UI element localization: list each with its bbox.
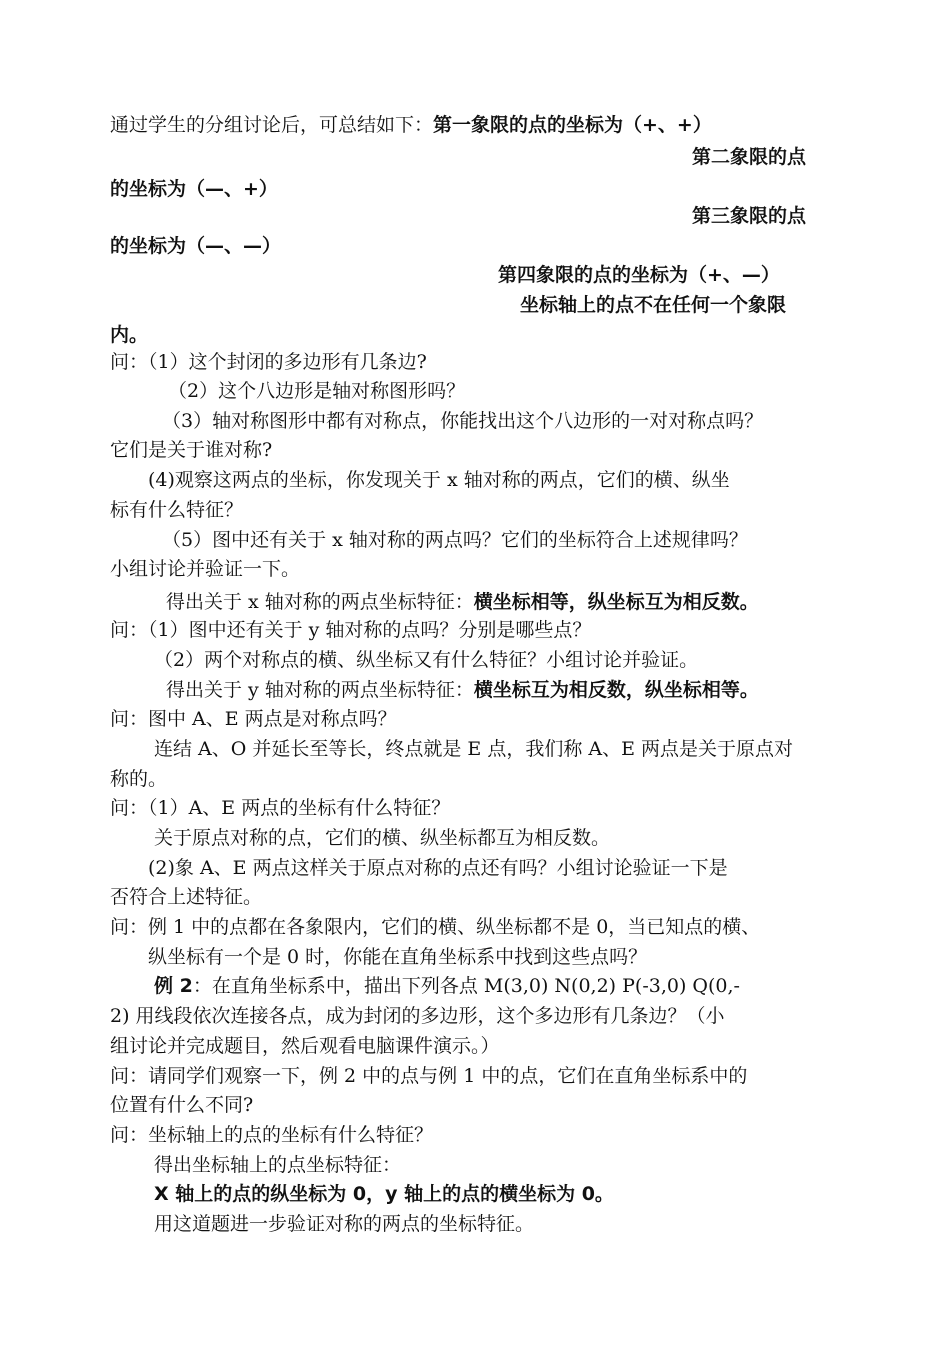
- y-axis-conclusion-rule: 横坐标互为相反数，纵坐标相等。: [473, 679, 759, 701]
- example-2-cont-1: 2) 用线段依次连接各点，成为封闭的多边形，这个多边形有几条边？（小: [110, 1005, 725, 1027]
- example-2-cont-2: 组讨论并完成题目，然后观看电脑课件演示。）: [110, 1035, 500, 1057]
- question-axis-points: 问：例 1 中的点都在各象限内，它们的横、纵坐标都不是 0，当已知点的横、: [110, 916, 761, 938]
- question-compare: 问：请同学们观察一下，例 2 中的点与例 1 中的点，它们在直角坐标系中的: [110, 1065, 748, 1087]
- quadrant-1-rule: 第一象限的点的坐标为（+、+）: [433, 114, 712, 136]
- origin-explanation-cont: 称的。: [110, 768, 168, 790]
- axis-feature-intro: 得出坐标轴上的点坐标特征：: [154, 1154, 402, 1176]
- axis-feature-rule: X 轴上的点的纵坐标为 0，y 轴上的点的横坐标为 0。: [154, 1183, 614, 1205]
- axis-rule-start: 坐标轴上的点不在任何一个象限: [520, 294, 787, 316]
- question-x-5: （5）图中还有关于 x 轴对称的两点吗？它们的坐标符合上述规律吗？: [162, 529, 748, 551]
- question-axis-points-cont: 纵坐标有一个是 0 时，你能在直角坐标系中找到这些点吗？: [148, 946, 648, 968]
- question-x-3-cont: 它们是关于谁对称?: [110, 439, 273, 461]
- quadrant-2-rule-end: 的坐标为（—、+）: [110, 178, 278, 200]
- question-y-1: 问：（1）图中还有关于 y 轴对称的点吗？分别是哪些点？: [110, 619, 592, 641]
- question-x-3: （3）轴对称图形中都有对称点，你能找出这个八边形的一对对称点吗？: [162, 410, 764, 432]
- origin-symmetry-rule: 关于原点对称的点，它们的横、纵坐标都互为相反数。: [154, 827, 611, 849]
- question-y-2: （2）两个对称点的横、纵坐标又有什么特征？小组讨论并验证。: [154, 649, 699, 671]
- example-2-text: ：在直角坐标系中，描出下列各点 M(3,0) N(0,2) P(-3,0) Q(0,-: [192, 975, 740, 997]
- question-x-4-cont: 标有什么特征？: [110, 499, 244, 521]
- question-origin-2: 问：（1）A、E 两点的坐标有什么特征？: [110, 797, 451, 819]
- question-x-1: 问：（1）这个封闭的多边形有几条边?: [110, 351, 427, 373]
- example-2-label: 例 2: [154, 975, 193, 997]
- quadrant-3-rule-start: 第三象限的点: [692, 205, 807, 227]
- y-axis-conclusion-prefix: 得出关于 y 轴对称的两点坐标特征：: [166, 679, 474, 701]
- summary-intro: 通过学生的分组讨论后，可总结如下：: [110, 114, 434, 136]
- question-x-4: (4)观察这两点的坐标，你发现关于 x 轴对称的两点，它们的横、纵坐: [148, 469, 730, 491]
- question-compare-cont: 位置有什么不同?: [110, 1094, 254, 1116]
- x-axis-conclusion-rule: 横坐标相等，纵坐标互为相反数。: [473, 591, 759, 613]
- question-origin-3: (2)象 A、E 两点这样关于原点对称的点还有吗？小组讨论验证一下是: [148, 857, 728, 879]
- axis-rule-end: 内。: [110, 324, 149, 346]
- question-origin-3-cont: 否符合上述特征。: [110, 886, 263, 908]
- quadrant-3-rule-end: 的坐标为（—、—）: [110, 235, 282, 257]
- x-axis-conclusion-prefix: 得出关于 x 轴对称的两点坐标特征：: [166, 591, 474, 613]
- quadrant-2-rule-start: 第二象限的点: [692, 146, 807, 168]
- y-axis-symmetry-conclusion: [166, 677, 759, 703]
- example-2: [154, 973, 740, 999]
- summary-line-1: [110, 112, 712, 138]
- question-axis-feature: 问：坐标轴上的点的坐标有什么特征？: [110, 1124, 434, 1146]
- question-x-5-cont: 小组讨论并验证一下。: [110, 558, 301, 580]
- x-axis-symmetry-conclusion: [166, 589, 759, 615]
- quadrant-4-rule: 第四象限的点的坐标为（+、—）: [498, 264, 780, 286]
- origin-explanation: 连结 A、O 并延长至等长，终点就是 E 点，我们称 A、E 两点是关于原点对: [154, 738, 793, 760]
- closing-line: 用这道题进一步验证对称的两点的坐标特征。: [154, 1213, 535, 1235]
- question-x-2: （2）这个八边形是轴对称图形吗？: [168, 380, 466, 402]
- question-origin-1: 问：图中 A、E 两点是对称点吗？: [110, 708, 397, 730]
